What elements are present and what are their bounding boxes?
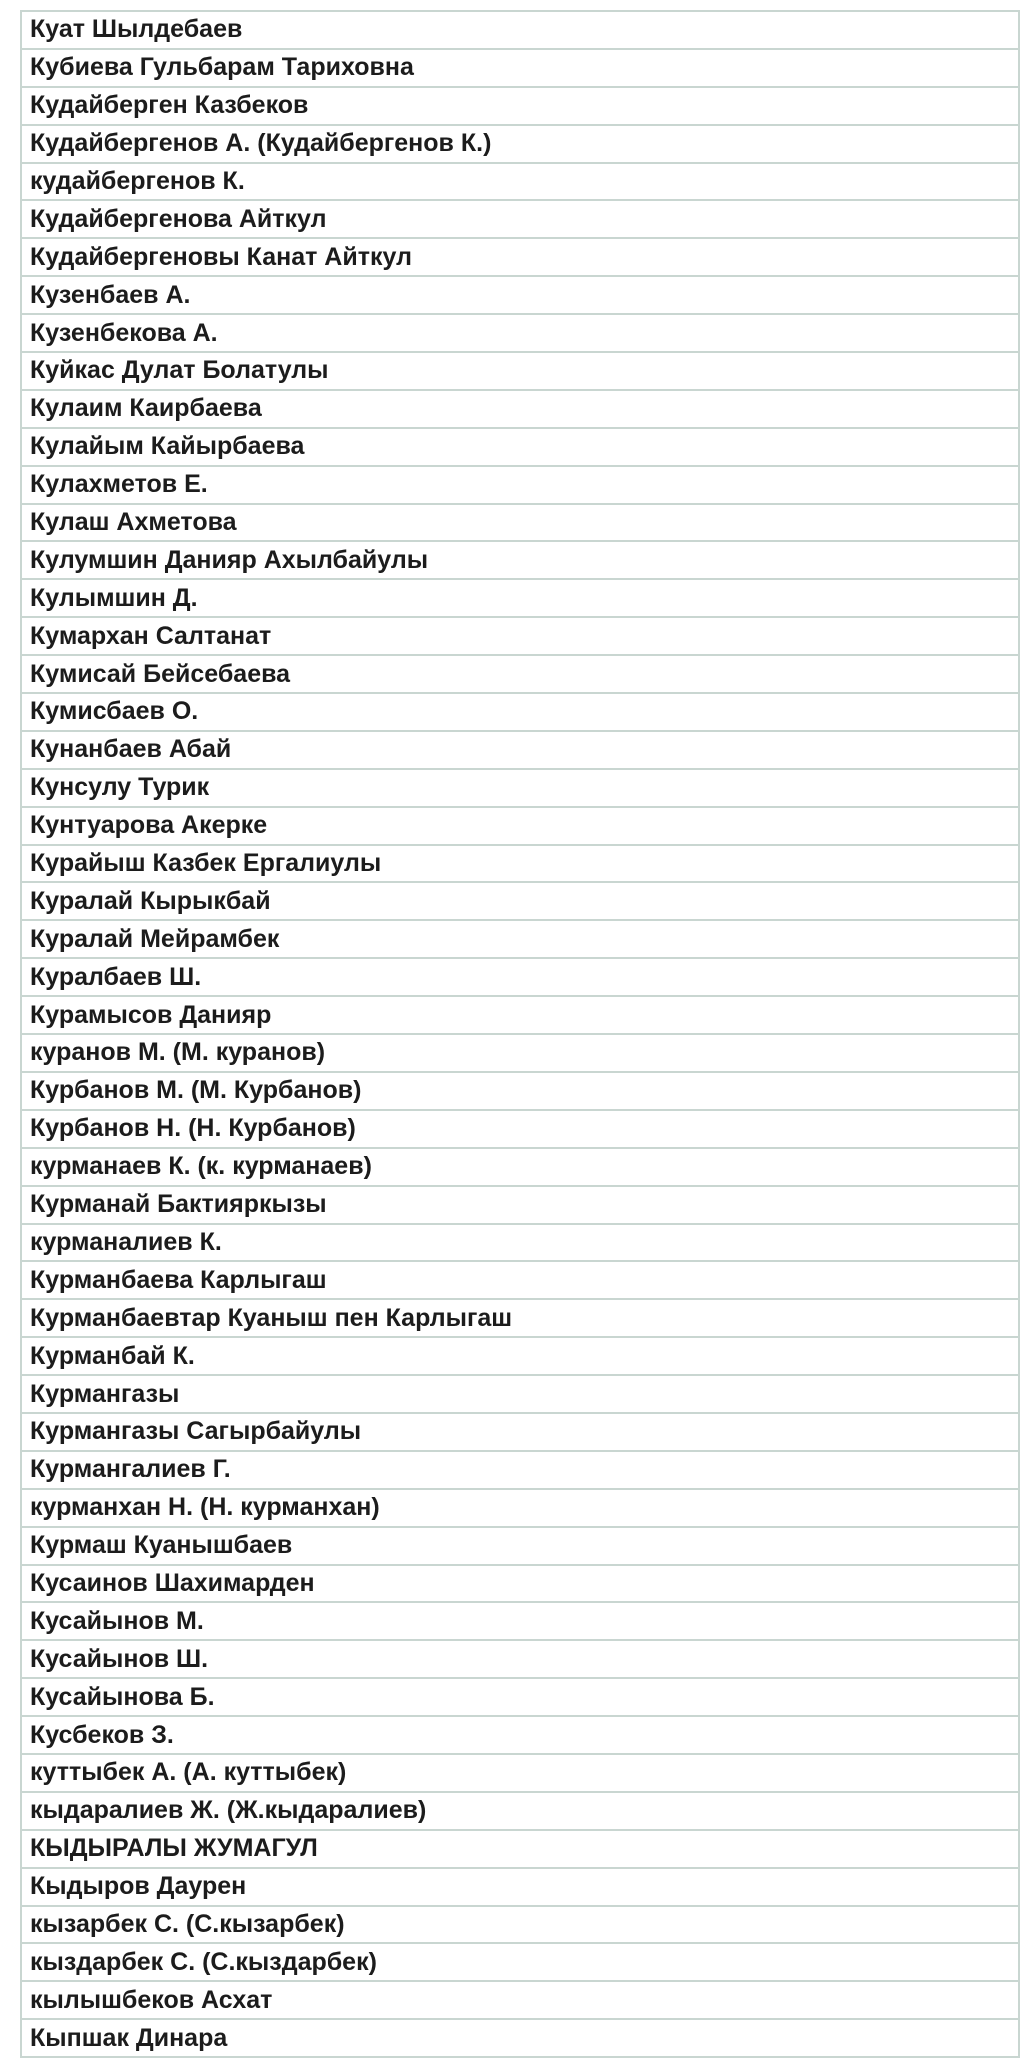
table-row	[21, 1110, 1019, 1148]
table-row	[21, 1148, 1019, 1186]
name-cell: Кусайынов Ш.	[21, 1640, 1019, 1678]
table-row	[21, 163, 1019, 201]
name-cell: Кулахметов Е.	[21, 466, 1019, 504]
table-row	[21, 1565, 1019, 1603]
name-cell: Кудайбергенов А. (Кудайбергенов К.)	[21, 125, 1019, 163]
table-row	[21, 1413, 1019, 1451]
name-cell: Куралбаев Ш.	[21, 958, 1019, 996]
name-cell: Курмаш Куанышбаев	[21, 1527, 1019, 1565]
name-cell: Кумархан Салтанат	[21, 617, 1019, 655]
name-cell: Кудайберген Казбеков	[21, 87, 1019, 125]
name-cell: Куралай Кырыкбай	[21, 882, 1019, 920]
name-cell: Куат Шылдебаев	[21, 11, 1019, 49]
names-table	[20, 10, 1020, 2058]
table-row	[21, 466, 1019, 504]
table-row	[21, 428, 1019, 466]
name-cell: Кусаинов Шахимарден	[21, 1565, 1019, 1603]
table-row	[21, 1299, 1019, 1337]
name-cell: Кунанбаев Абай	[21, 731, 1019, 769]
name-cell: Кумисай Бейсебаева	[21, 655, 1019, 693]
table-row	[21, 1906, 1019, 1944]
name-cell: Курманай Бактияркызы	[21, 1186, 1019, 1224]
table-row	[21, 845, 1019, 883]
table-row	[21, 693, 1019, 731]
table-row	[21, 541, 1019, 579]
name-cell: кызарбек С. (С.кызарбек)	[21, 1906, 1019, 1944]
name-cell: курманаев К. (к. курманаев)	[21, 1148, 1019, 1186]
name-cell: Кузенбаев А.	[21, 276, 1019, 314]
table-row	[21, 920, 1019, 958]
name-cell: Курманбаевтар Куаныш пен Карлыгаш	[21, 1299, 1019, 1337]
table-row	[21, 125, 1019, 163]
name-cell: Курманбаева Карлыгаш	[21, 1261, 1019, 1299]
table-row	[21, 996, 1019, 1034]
table-row	[21, 352, 1019, 390]
name-cell: Кулаш Ахметова	[21, 504, 1019, 542]
table-row	[21, 1186, 1019, 1224]
names-table-body	[21, 11, 1019, 2057]
table-row	[21, 87, 1019, 125]
name-cell: Кудайбергеновы Канат Айткул	[21, 238, 1019, 276]
table-row	[21, 11, 1019, 49]
table-row	[21, 731, 1019, 769]
name-cell: Кусайынов М.	[21, 1602, 1019, 1640]
table-row	[21, 1261, 1019, 1299]
table-row	[21, 238, 1019, 276]
table-row	[21, 1034, 1019, 1072]
name-cell: Курайыш Казбек Ергалиулы	[21, 845, 1019, 883]
name-cell: Кусбеков З.	[21, 1716, 1019, 1754]
name-cell: куттыбек А. (А. куттыбек)	[21, 1754, 1019, 1792]
table-row	[21, 200, 1019, 238]
table-row	[21, 1072, 1019, 1110]
table-row	[21, 1716, 1019, 1754]
table-row	[21, 1830, 1019, 1868]
table-row	[21, 1224, 1019, 1262]
name-cell: Курманбай К.	[21, 1337, 1019, 1375]
name-cell: Кудайбергенова Айткул	[21, 200, 1019, 238]
table-row	[21, 1375, 1019, 1413]
table-row	[21, 1868, 1019, 1906]
name-cell: Кыдыров Даурен	[21, 1868, 1019, 1906]
name-cell: Кузенбекова А.	[21, 314, 1019, 352]
name-cell: курманхан Н. (Н. курманхан)	[21, 1489, 1019, 1527]
table-row	[21, 655, 1019, 693]
name-cell: кудайбергенов К.	[21, 163, 1019, 201]
table-row	[21, 617, 1019, 655]
table-row	[21, 49, 1019, 87]
table-row	[21, 276, 1019, 314]
name-cell: курманалиев К.	[21, 1224, 1019, 1262]
table-row	[21, 1337, 1019, 1375]
name-cell: Куралай Мейрамбек	[21, 920, 1019, 958]
name-cell: Кунтуарова Акерке	[21, 807, 1019, 845]
table-row	[21, 1602, 1019, 1640]
name-cell: кылышбеков Асхат	[21, 1981, 1019, 2019]
name-cell: КЫДЫРАЛЫ ЖУМАГУЛ	[21, 1830, 1019, 1868]
table-row	[21, 1489, 1019, 1527]
table-row	[21, 1527, 1019, 1565]
table-row	[21, 314, 1019, 352]
name-cell: Курмангалиев Г.	[21, 1451, 1019, 1489]
table-row	[21, 1451, 1019, 1489]
table-row	[21, 1678, 1019, 1716]
name-cell: Курбанов М. (М. Курбанов)	[21, 1072, 1019, 1110]
name-cell: Курбанов Н. (Н. Курбанов)	[21, 1110, 1019, 1148]
name-cell: Кулайым Кайырбаева	[21, 428, 1019, 466]
name-cell: Кулымшин Д.	[21, 579, 1019, 617]
name-cell: Кулаим Каирбаева	[21, 390, 1019, 428]
name-cell: кыдаралиев Ж. (Ж.кыдаралиев)	[21, 1792, 1019, 1830]
name-cell: Кусайынова Б.	[21, 1678, 1019, 1716]
name-cell: Куйкас Дулат Болатулы	[21, 352, 1019, 390]
table-row	[21, 504, 1019, 542]
table-row	[21, 1640, 1019, 1678]
name-cell: Курмангазы	[21, 1375, 1019, 1413]
table-row	[21, 2019, 1019, 2057]
table-row	[21, 769, 1019, 807]
table-row	[21, 807, 1019, 845]
name-cell: Кулумшин Данияр Ахылбайулы	[21, 541, 1019, 579]
table-row	[21, 1943, 1019, 1981]
name-cell: Кыпшак Динара	[21, 2019, 1019, 2057]
table-row	[21, 958, 1019, 996]
name-cell: Курамысов Данияр	[21, 996, 1019, 1034]
name-cell: Кунсулу Турик	[21, 769, 1019, 807]
name-cell: Курмангазы Сагырбайулы	[21, 1413, 1019, 1451]
name-cell: кыздарбек С. (С.кыздарбек)	[21, 1943, 1019, 1981]
table-row	[21, 882, 1019, 920]
name-cell: куранов М. (М. куранов)	[21, 1034, 1019, 1072]
table-row	[21, 1754, 1019, 1792]
table-row	[21, 1981, 1019, 2019]
name-cell: Кубиева Гульбарам Тариховна	[21, 49, 1019, 87]
table-row	[21, 390, 1019, 428]
table-row	[21, 1792, 1019, 1830]
table-row	[21, 579, 1019, 617]
name-cell: Кумисбаев О.	[21, 693, 1019, 731]
